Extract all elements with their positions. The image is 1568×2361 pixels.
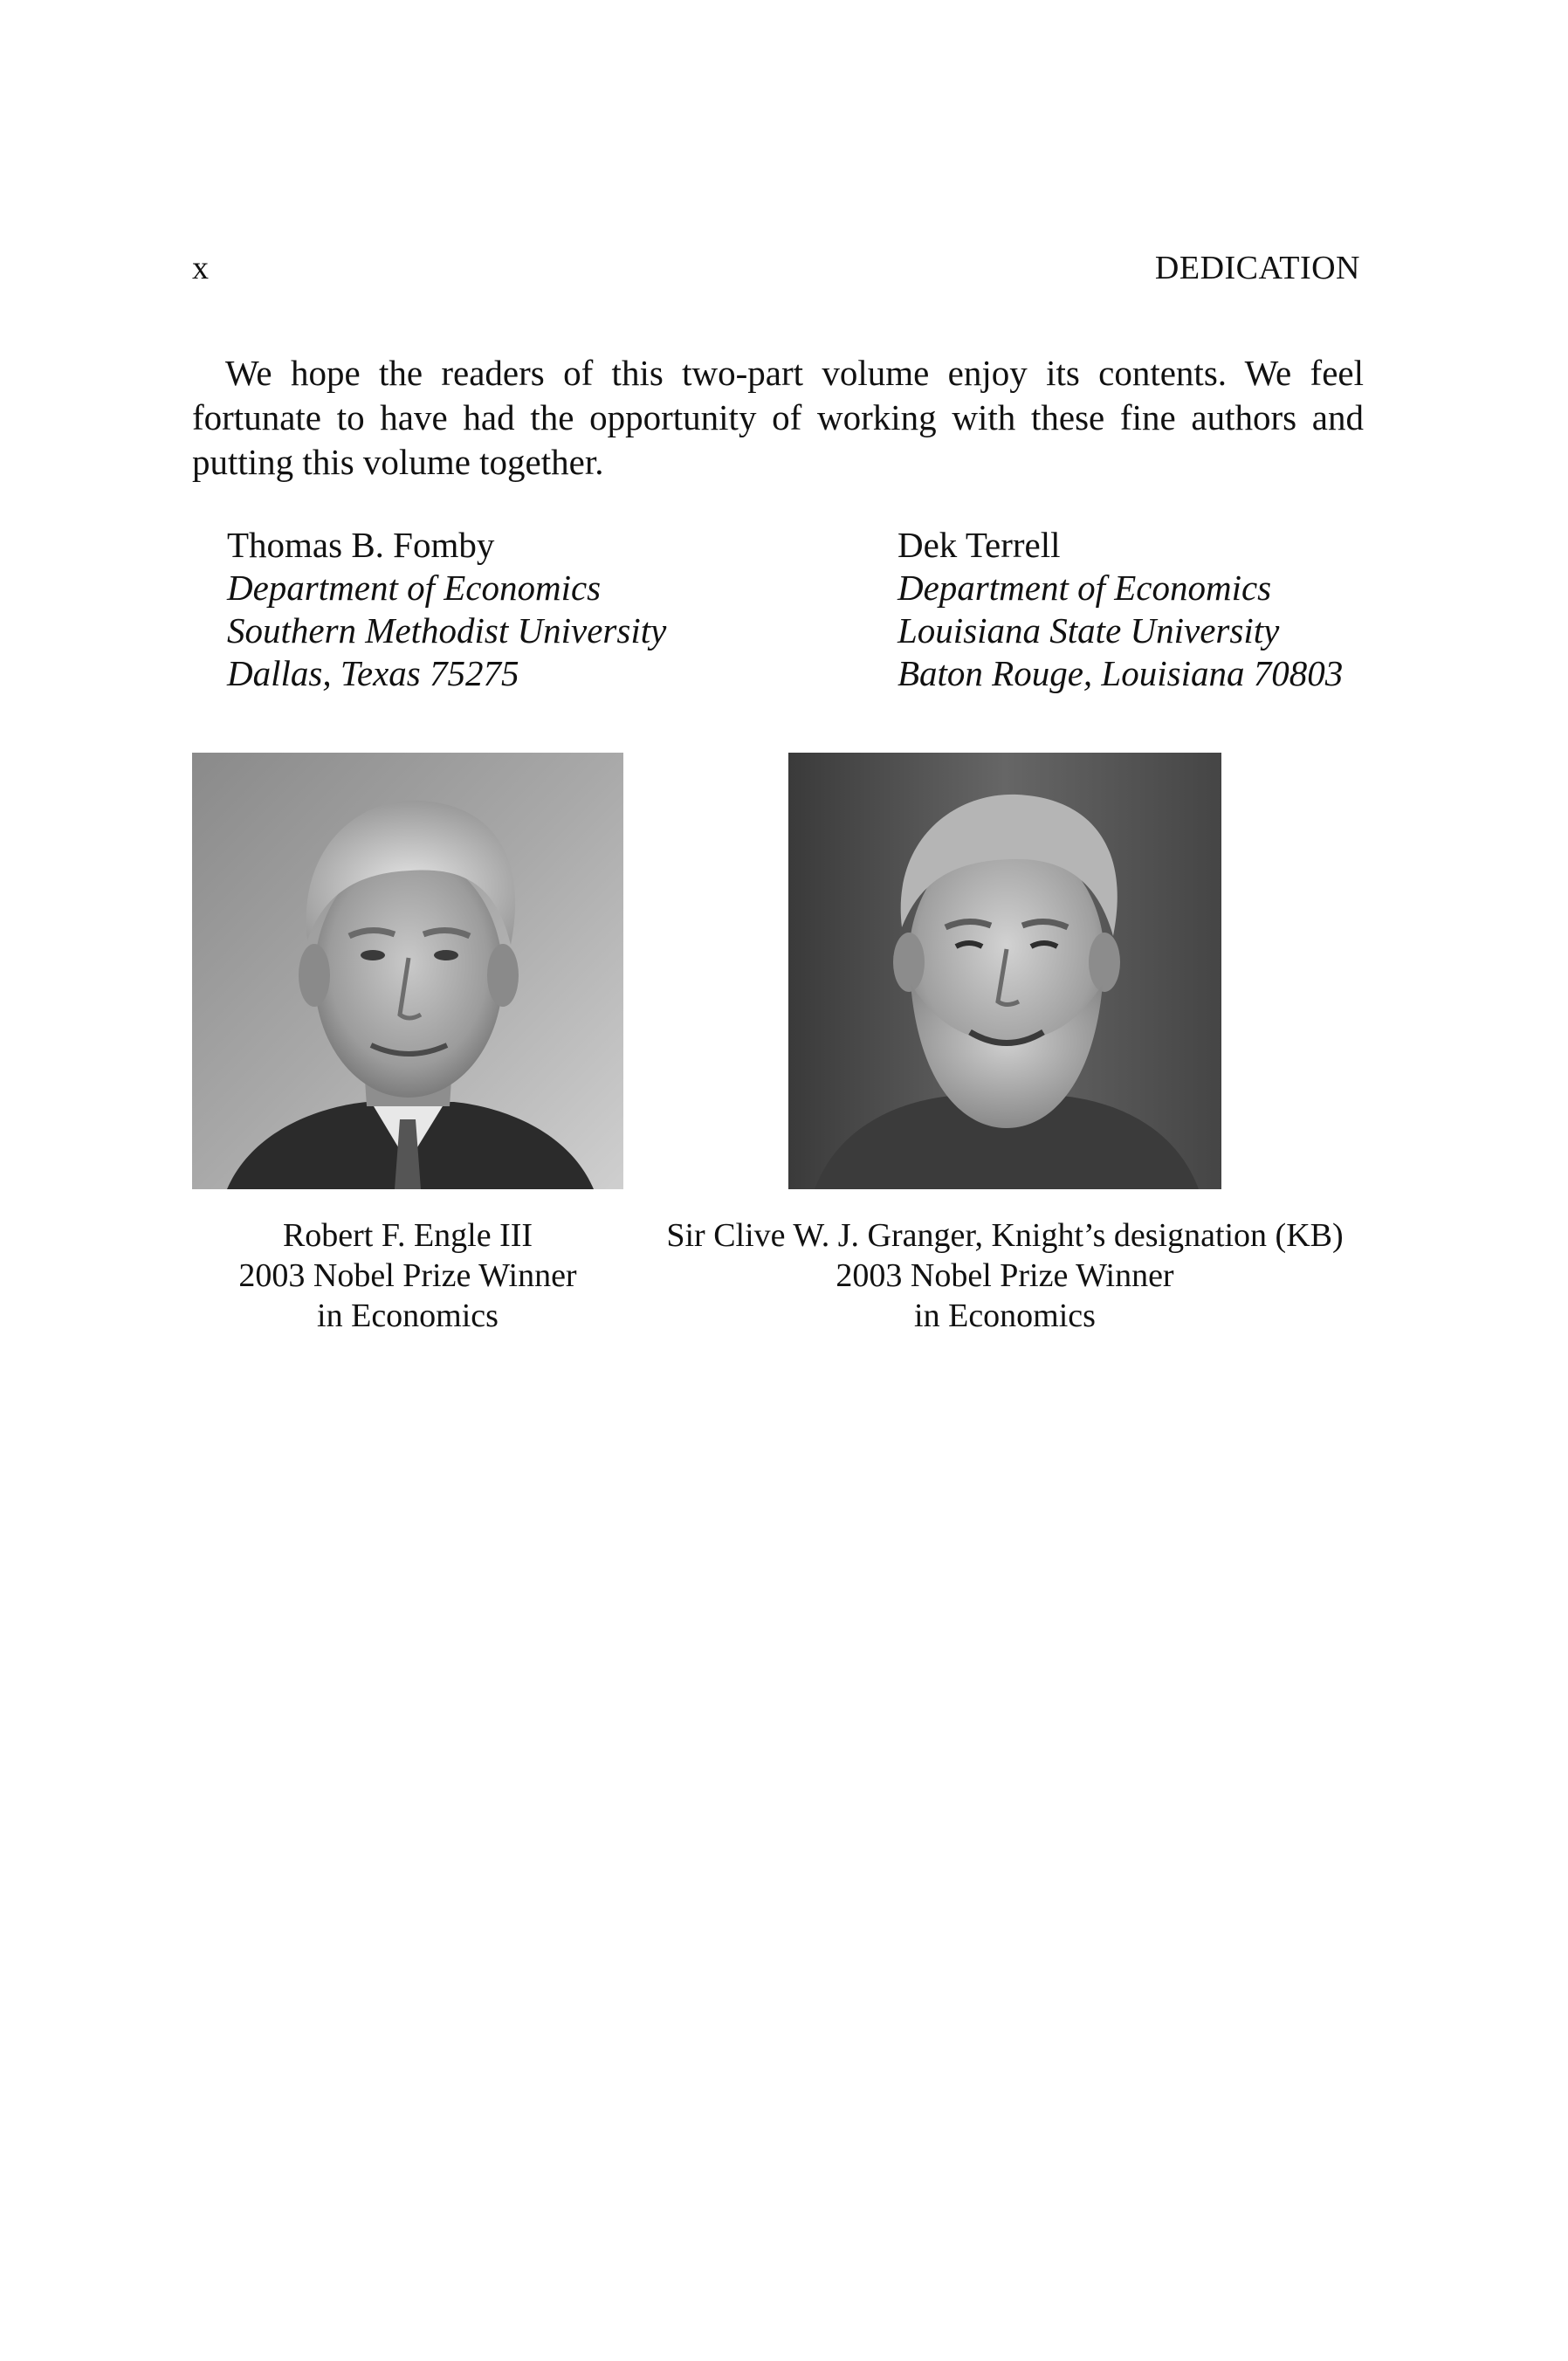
running-head: DEDICATION (1154, 250, 1360, 286)
editor-department: Department of Economics (227, 568, 602, 608)
engle-portrait-photo (192, 753, 623, 1189)
honoree-name: Robert F. Engle III (282, 1217, 533, 1254)
honoree-field: in Economics (317, 1298, 499, 1334)
editor-location: Dallas, Texas 75275 (227, 653, 519, 693)
editor-institution: Louisiana State University (897, 610, 1280, 650)
page-number: x (192, 250, 209, 286)
dedication-text-block (192, 351, 1364, 485)
editor-location: Baton Rouge, Louisiana 70803 (897, 653, 1344, 693)
engle-caption (166, 1215, 650, 1336)
honoree-award: 2003 Nobel Prize Winner (238, 1257, 577, 1294)
granger-caption (611, 1215, 1399, 1336)
honoree-name: Sir Clive W. J. Granger, Knight’s designation (KB) (666, 1217, 1344, 1254)
honoree-award: 2003 Nobel Prize Winner (836, 1257, 1174, 1294)
editor-name: Thomas B. Fomby (227, 525, 495, 565)
editor-terrell (897, 524, 1343, 695)
honoree-field: in Economics (914, 1298, 1096, 1334)
editor-name: Dek Terrell (897, 525, 1061, 565)
editor-fomby (227, 524, 666, 695)
editor-department: Department of Economics (897, 568, 1272, 608)
dedication-paragraph: We hope the readers of this two-part volume enjoy its contents. We feel fortunate to have had the opportunity of working with these fine authors and putting this volume together. (192, 353, 1364, 482)
granger-portrait-photo (788, 753, 1221, 1189)
editor-institution: Southern Methodist University (227, 610, 667, 650)
